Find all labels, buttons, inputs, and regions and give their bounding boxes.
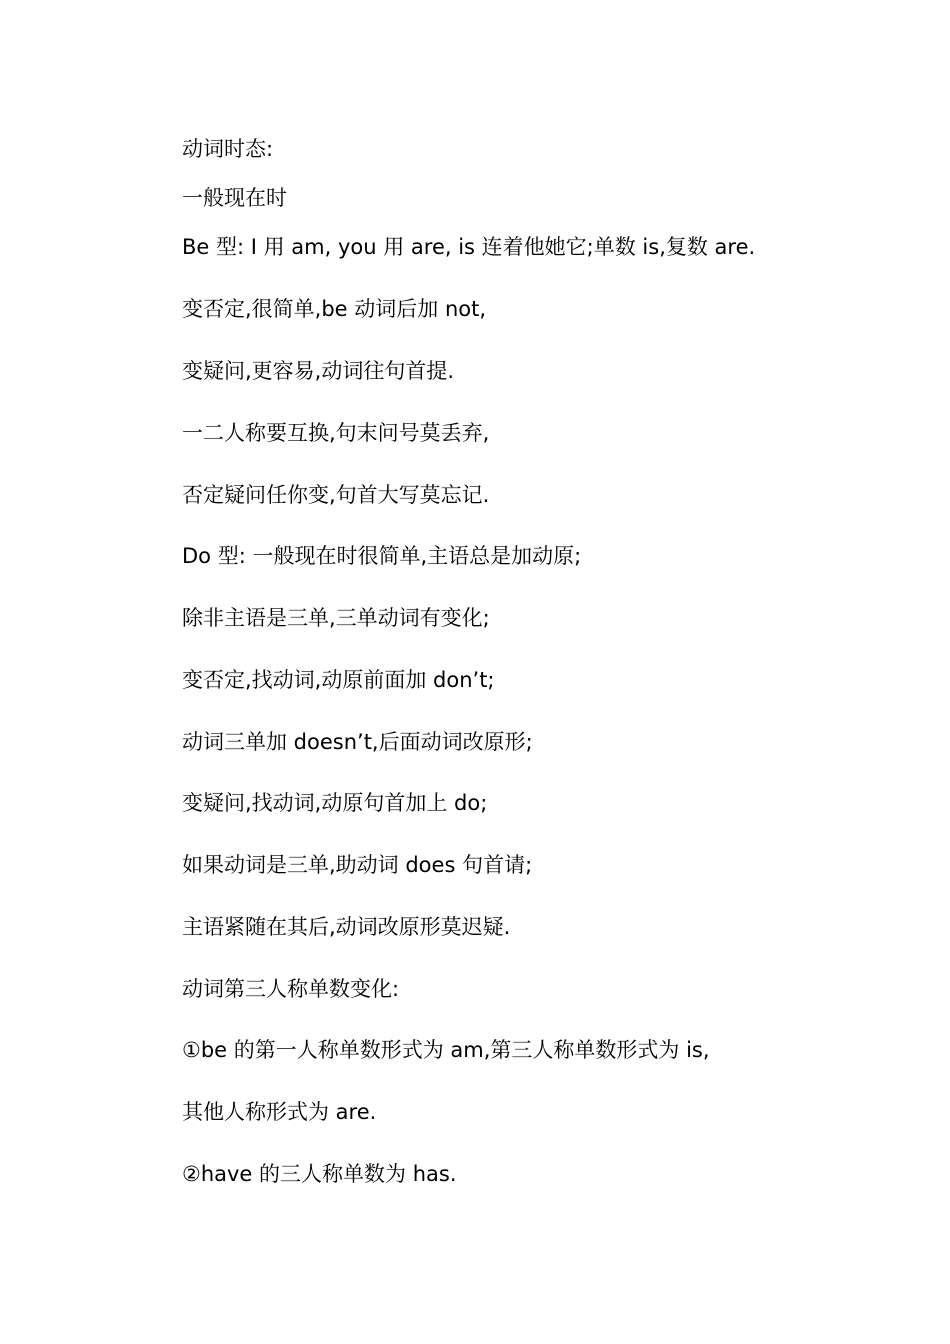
text-line: 变疑问,找动词,动原句首加上 do;: [182, 791, 488, 815]
text-line: Do 型: 一般现在时很简单,主语总是加动原;: [182, 544, 582, 568]
text-line: 变否定,找动词,动原前面加 don’t;: [182, 668, 495, 692]
text-line: 除非主语是三单,三单动词有变化;: [182, 606, 490, 630]
text-line: 动词第三人称单数变化:: [182, 977, 400, 1001]
text-line: 否定疑问任你变,句首大写莫忘记.: [182, 483, 490, 507]
text-line: 动词三单加 doesn’t,后面动词改原形;: [182, 730, 533, 754]
text-line: 如果动词是三单,助动词 does 句首请;: [182, 853, 533, 877]
text-line: 其他人称形式为 are.: [182, 1100, 377, 1124]
text-line: 主语紧随在其后,动词改原形莫迟疑.: [182, 915, 511, 939]
text-line: 变疑问,更容易,动词往句首提.: [182, 359, 455, 383]
text-line: Be 型: I 用 am, you 用 are, is 连着他她它;单数 is,复数 are.: [182, 235, 756, 259]
heading-simple-present: 一般现在时: [182, 186, 287, 210]
text-line: 一二人称要互换,句末问号莫丢弃,: [182, 421, 490, 445]
text-line: ②have 的三人称单数为 has.: [182, 1162, 457, 1186]
text-line: 变否定,很简单,be 动词后加 not,: [182, 297, 487, 321]
heading-verb-tenses: 动词时态:: [182, 137, 274, 161]
text-line: ①be 的第一人称单数形式为 am,第三人称单数形式为 is,: [182, 1038, 710, 1062]
